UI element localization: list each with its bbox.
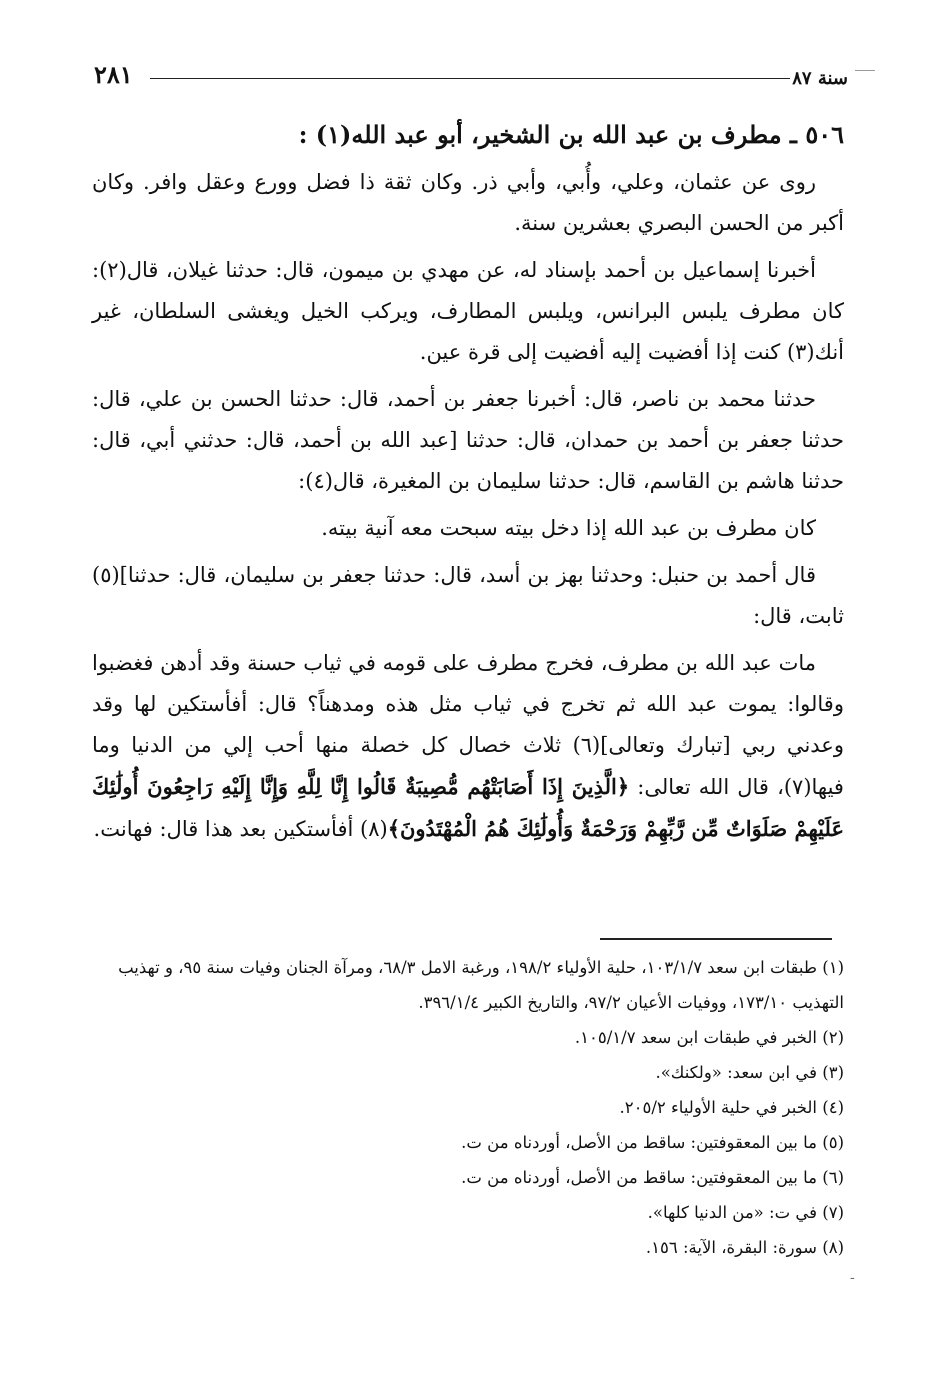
death-story-ending: (٨) أفأستكين بعد هذا قال: فهانت. bbox=[93, 817, 388, 841]
footnote-item: (٤) الخبر في حلية الأولياء ٢٠٥/٢. bbox=[619, 1098, 844, 1117]
footnote-separator bbox=[600, 938, 832, 940]
paragraph-narrators: روى عن عثمان، وعلي، وأُبي، وأبي ذر. وكان ثقة ذا فضل وورع وعقل وافر. وكان أكبر من الحسن البصري بعشرين سنة. bbox=[92, 170, 844, 235]
footnote-item: (٥) ما بين المعقوفتين: ساقط من الأصل، أوردناه من ت. bbox=[461, 1133, 844, 1152]
footnote-item: (٧) في ت: «من الدنيا كلها». bbox=[647, 1203, 844, 1222]
footnote-item: (٣) في ابن سعد: «ولكنك». bbox=[655, 1063, 844, 1082]
footnote-item: (٦) ما بين المعقوفتين: ساقط من الأصل، أوردناه من ت. bbox=[461, 1168, 844, 1187]
footnote-item: (٨) سورة: البقرة، الآية: ١٥٦. bbox=[645, 1238, 844, 1257]
quran-verse: ﴿الَّذِينَ إِذَا أَصَابَتْهُم مُّصِيبَةٌ قَالُوا إِنَّا لِلَّهِ وَإِنَّا إِلَيْهِ رَاجِعُونَ أُولَٰئِكَ عَلَيْهِمْ صَلَوَاتٌ مِّن رَّبِّهِمْ وَرَحْمَةٌ وَأُولَٰئِكَ هُمُ الْمُهْتَدُونَ﴾ bbox=[92, 774, 844, 841]
main-text bbox=[92, 112, 844, 856]
header-rule bbox=[150, 78, 790, 79]
running-header bbox=[88, 60, 848, 100]
margin-tick bbox=[855, 70, 875, 71]
paragraph-mahdi-narration: أخبرنا إسماعيل بن أحمد بإسناد له، عن مهدي بن ميمون، قال: حدثنا غيلان، قال(٢): كان مطرف يلبس البرانس، ويلبس المطارف، ويركب الخيل ويغشى السلطان، غير أنك(٣) كنت إذا أفضيت إليه أفضيت إلى قرة عين. bbox=[92, 258, 844, 364]
paragraph-death-story bbox=[92, 643, 844, 850]
margin-dash: - bbox=[850, 1270, 855, 1286]
page-number: ٢٨١ bbox=[94, 60, 133, 89]
paragraph-tasbih: كان مطرف بن عبد الله إذا دخل بيته سبحت معه آنية بيته. bbox=[321, 516, 816, 540]
paragraph-ahmad-isnad: قال أحمد بن حنبل: وحدثنا بهز بن أسد، قال: حدثنا جعفر بن سليمان، قال: حدثنا](٥) ثابت، قال: bbox=[92, 563, 844, 628]
footnotes bbox=[92, 950, 844, 1265]
footnote-item: (١) طبقات ابن سعد ١٠٣/١/٧، حلية الأولياء ١٩٨/٢، ورغبة الامل ٦٨/٣، ومرآة الجنان وفيات سنة ٩٥، و تهذيب التهذيب ١٧٣/١٠، ووفيات الأعيان ٩٧/٢، والتاريخ الكبير ٣٩٦/١/٤. bbox=[118, 958, 844, 1012]
footnote-item: (٢) الخبر في طبقات ابن سعد ١٠٥/١/٧. bbox=[574, 1028, 844, 1047]
entry-title: ٥٠٦ ـ مطرف بن عبد الله بن الشخير، أبو عبد الله(١) : bbox=[298, 120, 844, 149]
death-story-text: مات عبد الله بن مطرف، فخرج مطرف على قومه في ثياب حسنة وقد أدهن فغضبوا وقالوا: يموت عبد الله ثم تخرج في ثياب مثل هذه ومدهناً؟ قال: أفأستكين لها وقد وعدني ربي [تبارك وتعالى](٦) ثلاث خصال كل خصلة منها أحب إلي من الدنيا وما فيها(٧)، قال الله تعالى: bbox=[92, 651, 844, 799]
year-label: سنة ٨٧ bbox=[792, 68, 848, 89]
paragraph-isnad: حدثنا محمد بن ناصر، قال: أخبرنا جعفر بن أحمد، قال: حدثنا الحسن بن علي، قال: حدثنا جعفر بن أحمد بن حمدان، قال: حدثنا [عبد الله بن أحمد، قال: حدثني أبي، قال: حدثنا هاشم بن القاسم، قال: حدثنا سليمان بن المغيرة، قال(٤): bbox=[92, 387, 844, 493]
